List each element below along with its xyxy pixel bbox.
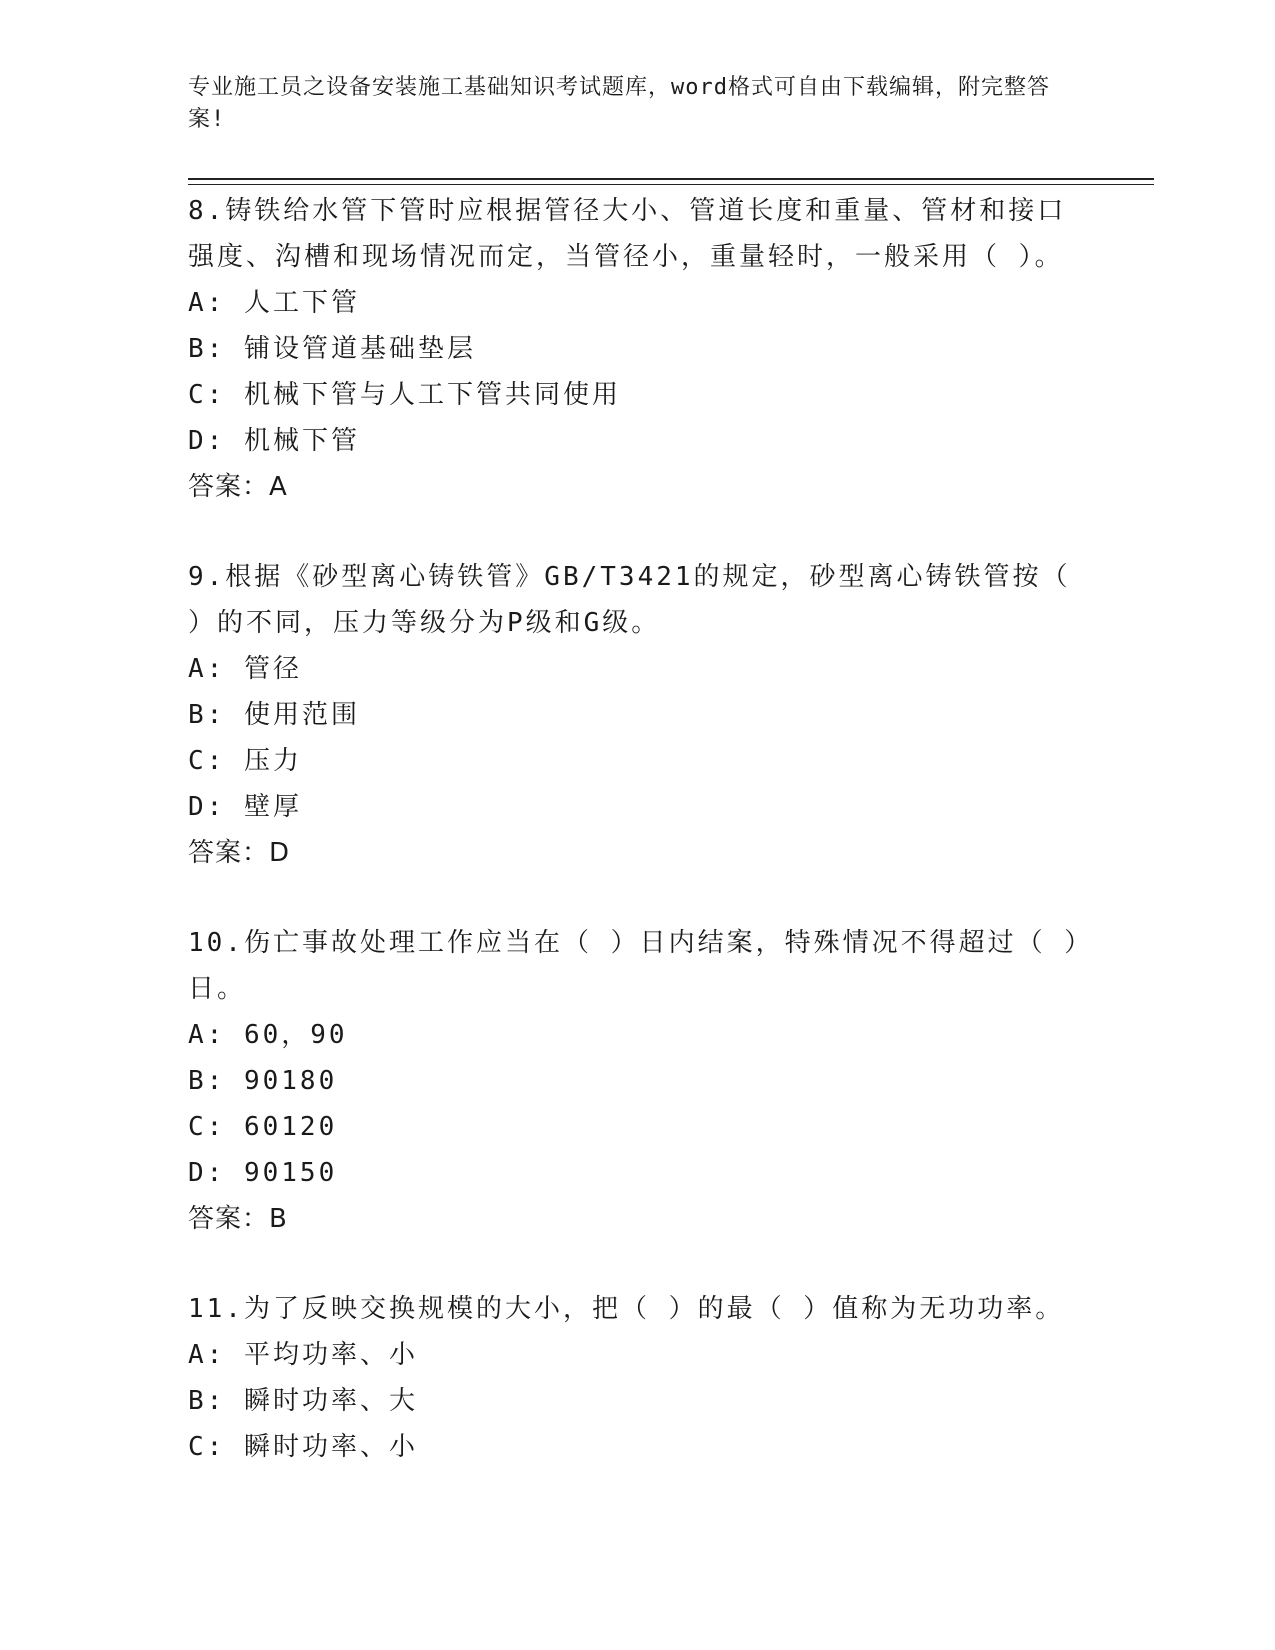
option-c: C: 瞬时功率、小 bbox=[188, 1432, 418, 1462]
option-d: D: 壁厚 bbox=[188, 792, 302, 822]
option-a: A: 平均功率、小 bbox=[188, 1340, 418, 1370]
option-b: B: 90180 bbox=[188, 1066, 338, 1096]
question-text: 11.为了反映交换规模的大小，把（ ）的最（ ）值称为无功功率。 bbox=[188, 1294, 1065, 1324]
answer-text: 答案：A bbox=[188, 472, 288, 502]
option-c: C: 压力 bbox=[188, 746, 302, 776]
question-8 bbox=[188, 188, 1088, 510]
option-b: B: 使用范围 bbox=[188, 700, 360, 730]
question-list bbox=[188, 188, 1088, 1470]
document-header: 专业施工员之设备安装施工基础知识考试题库，word格式可自由下载编辑，附完整答案! bbox=[188, 75, 1050, 132]
question-text: 8.铸铁给水管下管时应根据管径大小、管道长度和重量、管材和接口强度、沟槽和现场情况而定，当管径小，重量轻时，一般采用（ ）。 bbox=[188, 196, 1067, 272]
option-d: D: 机械下管 bbox=[188, 426, 360, 456]
option-c: C: 60120 bbox=[188, 1112, 338, 1142]
option-c: C: 机械下管与人工下管共同使用 bbox=[188, 380, 621, 410]
option-a: A: 60，90 bbox=[188, 1020, 348, 1050]
header-divider-thick bbox=[188, 178, 1154, 180]
header-divider-thin bbox=[188, 184, 1154, 185]
option-b: B: 铺设管道基础垫层 bbox=[188, 334, 476, 364]
option-a: A: 人工下管 bbox=[188, 288, 360, 318]
option-b: B: 瞬时功率、大 bbox=[188, 1386, 418, 1416]
question-text: 10.伤亡事故处理工作应当在（ ）日内结案，特殊情况不得超过（ ）日。 bbox=[188, 928, 1081, 1004]
question-11 bbox=[188, 1286, 1088, 1470]
answer-text: 答案：B bbox=[188, 1204, 288, 1234]
option-d: D: 90150 bbox=[188, 1158, 338, 1188]
question-text: 9.根据《砂型离心铸铁管》GB/T3421的规定，砂型离心铸铁管按（ ）的不同，压力等级分为P级和G级。 bbox=[188, 562, 1071, 638]
option-a: A: 管径 bbox=[188, 654, 302, 684]
question-10 bbox=[188, 920, 1088, 1242]
question-9 bbox=[188, 554, 1088, 876]
answer-text: 答案：D bbox=[188, 838, 291, 868]
